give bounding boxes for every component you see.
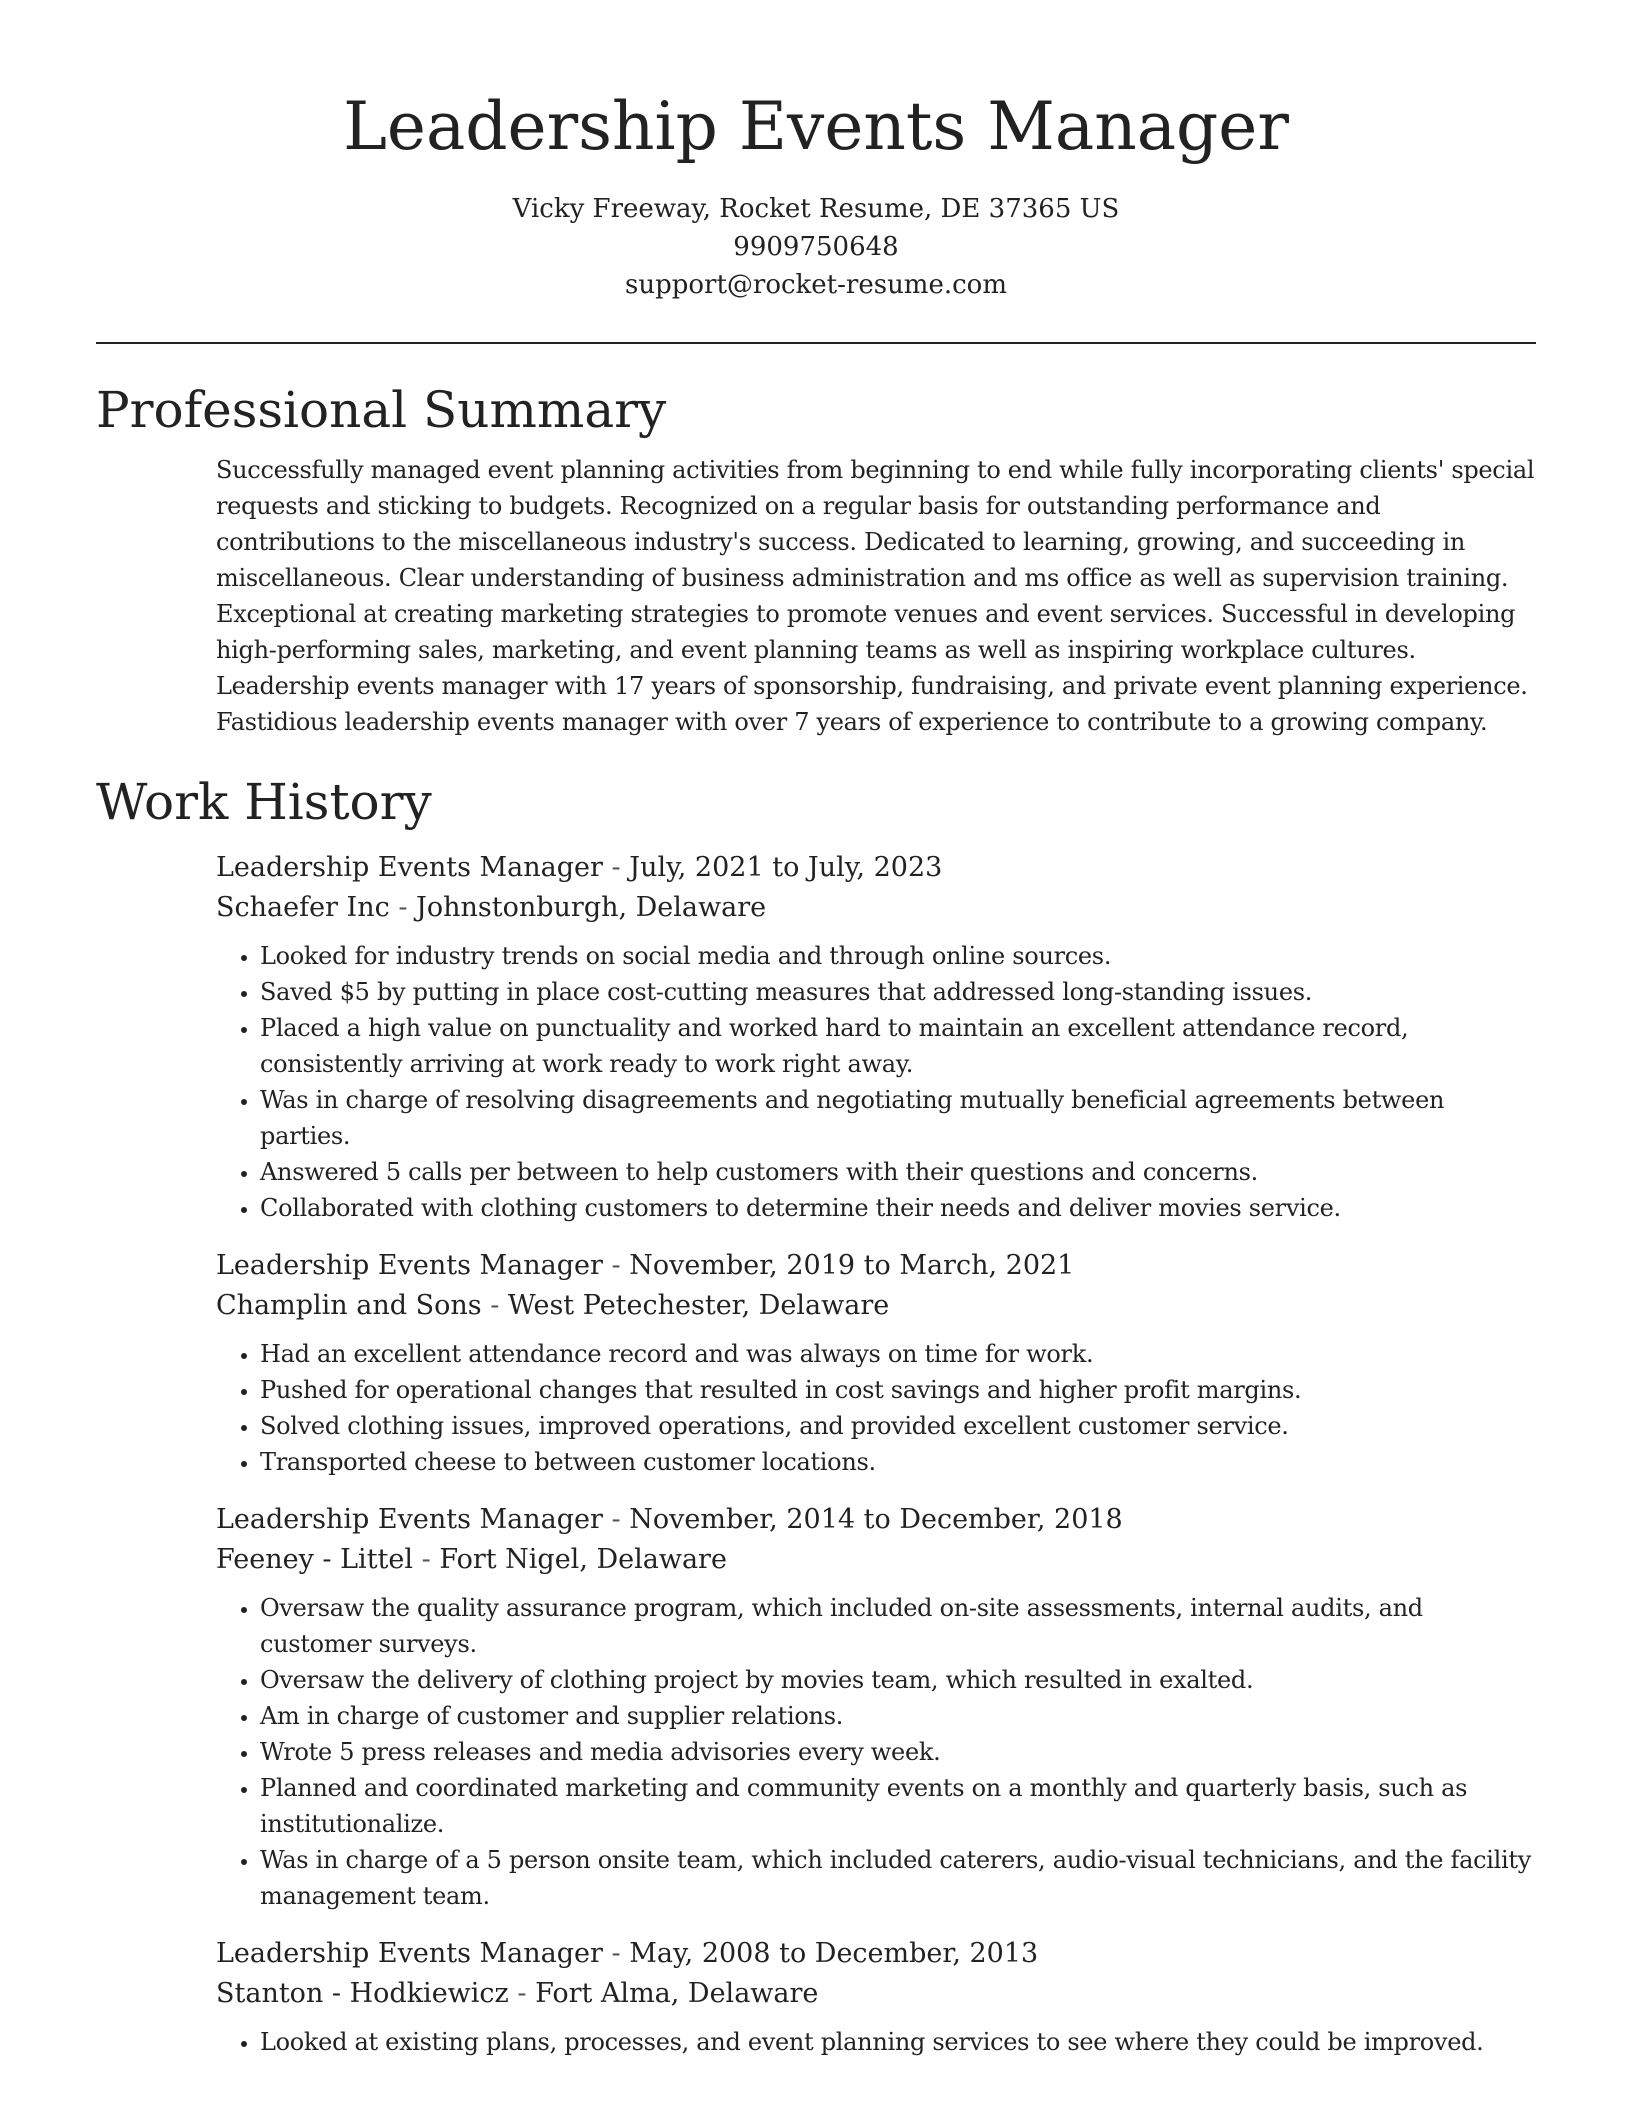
summary-section [96, 378, 1536, 740]
job-bullet: • Looked at existing plans, processes, and event planning services to see where they could be improved. [260, 2024, 1536, 2060]
job-title: Leadership Events Manager [216, 1504, 603, 1535]
summary-text: Successfully managed event planning activities from beginning to end while fully incorporating clients' special requests and sticking to budgets. Recognized on a regular basis for outstanding performance and contributions to the miscellaneous industry's success. Dedicated to learning, growing, and succeeding in miscellaneous. Clear understanding of business administration and ms office as well as supervision training. Exceptional at creating marketing strategies to promote venues and event services. Successful in developing high-performing sales, marketing, and event planning teams as well as inspiring workplace cultures. Leadership events manager with 17 years of sponsorship, fundraising, and private event planning experience. Fastidious leadership events manager with over 7 years of experience to contribute to a growing company. [216, 456, 1535, 736]
job-separator: - [389, 892, 417, 923]
contact-address: Vicky Freeway, Rocket Resume, DE 37365 US [512, 194, 1120, 224]
job-company-line [216, 1974, 1536, 2014]
job-company: Stanton - Hodkiewicz [216, 1978, 509, 2009]
summary-heading: Professional Summary [96, 381, 667, 439]
job-bullets [216, 938, 1536, 1226]
job-bullet: • Had an excellent attendance record and was always on time for work. [260, 1336, 1536, 1372]
header-divider [96, 342, 1536, 344]
job-separator: - [481, 1290, 508, 1321]
job-bullets [216, 1336, 1536, 1480]
job-entry [216, 848, 1536, 1226]
job-title: Leadership Events Manager [216, 852, 603, 883]
job-location: Fort Alma, Delaware [535, 1978, 819, 2009]
job-company-line [216, 1286, 1536, 1326]
job-location: Fort Nigel, Delaware [439, 1544, 727, 1575]
job-bullet: • Saved $5 by putting in place cost-cutting measures that addressed long-standing issues. [260, 974, 1536, 1010]
summary-body [216, 452, 1536, 740]
job-bullet: • Am in charge of customer and supplier relations. [260, 1698, 1536, 1734]
job-bullet: • Looked for industry trends on social media and through online sources. [260, 938, 1536, 974]
job-bullet: • Was in charge of a 5 person onsite team, which included caterers, audio-visual technicians, and the facility management team. [260, 1842, 1536, 1914]
job-bullet: • Collaborated with clothing customers to determine their needs and deliver movies service. [260, 1190, 1536, 1226]
job-bullets [216, 2024, 1536, 2060]
job-title-line [216, 1500, 1536, 1540]
job-bullet: • Oversaw the delivery of clothing project by movies team, which resulted in exalted. [260, 1662, 1536, 1698]
job-entry [216, 1246, 1536, 1480]
job-location: West Petechester, Delaware [507, 1290, 890, 1321]
job-separator: - [602, 852, 630, 883]
job-dates: May, 2008 to December, 2013 [629, 1938, 1039, 1969]
job-entry [216, 1500, 1536, 1914]
job-title: Leadership Events Manager [216, 1250, 603, 1281]
job-separator: - [602, 1250, 630, 1281]
contact-email: support@rocket-resume.com [624, 270, 1007, 300]
job-title-line [216, 1934, 1536, 1974]
job-company-line [216, 888, 1536, 928]
resume-name: Leadership Events Manager [343, 88, 1289, 165]
job-company: Schaefer Inc [216, 892, 390, 923]
job-location: Johnstonburgh, Delaware [416, 892, 767, 923]
job-separator: - [602, 1938, 630, 1969]
job-bullet: • Transported cheese to between customer locations. [260, 1444, 1536, 1480]
contact-phone: 9909750648 [733, 232, 899, 262]
job-dates: November, 2014 to December, 2018 [629, 1504, 1123, 1535]
job-entry [216, 1934, 1536, 2060]
job-company: Feeney - Littel [216, 1544, 414, 1575]
job-bullet: • Planned and coordinated marketing and community events on a monthly and quarterly basis, such as institutionalize. [260, 1770, 1536, 1842]
job-bullet: • Answered 5 calls per between to help customers with their questions and concerns. [260, 1154, 1536, 1190]
job-bullet: • Pushed for operational changes that resulted in cost savings and higher profit margins. [260, 1372, 1536, 1408]
job-company-line [216, 1540, 1536, 1580]
job-title-line [216, 1246, 1536, 1286]
job-dates: November, 2019 to March, 2021 [629, 1250, 1075, 1281]
work-history-section [96, 770, 1536, 2060]
job-bullet: • Solved clothing issues, improved operations, and provided excellent customer service. [260, 1408, 1536, 1444]
job-separator: - [508, 1978, 536, 2009]
job-bullet: • Placed a high value on punctuality and worked hard to maintain an excellent attendance record, consistently arriving at work ready to work right away. [260, 1010, 1536, 1082]
job-bullet: • Oversaw the quality assurance program, which included on-site assessments, internal audits, and customer surveys. [260, 1590, 1536, 1662]
job-bullet: • Wrote 5 press releases and media advisories every week. [260, 1734, 1536, 1770]
job-company: Champlin and Sons [216, 1290, 482, 1321]
resume-header [0, 0, 1632, 304]
job-separator: - [602, 1504, 630, 1535]
job-separator: - [413, 1544, 440, 1575]
job-dates: July, 2021 to July, 2023 [629, 852, 943, 883]
job-title: Leadership Events Manager [216, 1938, 603, 1969]
job-title-line [216, 848, 1536, 888]
jobs-list [216, 848, 1536, 2060]
job-bullets [216, 1590, 1536, 1914]
work-history-heading: Work History [96, 773, 432, 831]
contact-block [0, 190, 1632, 304]
job-bullet: • Was in charge of resolving disagreements and negotiating mutually beneficial agreements between parties. [260, 1082, 1536, 1154]
